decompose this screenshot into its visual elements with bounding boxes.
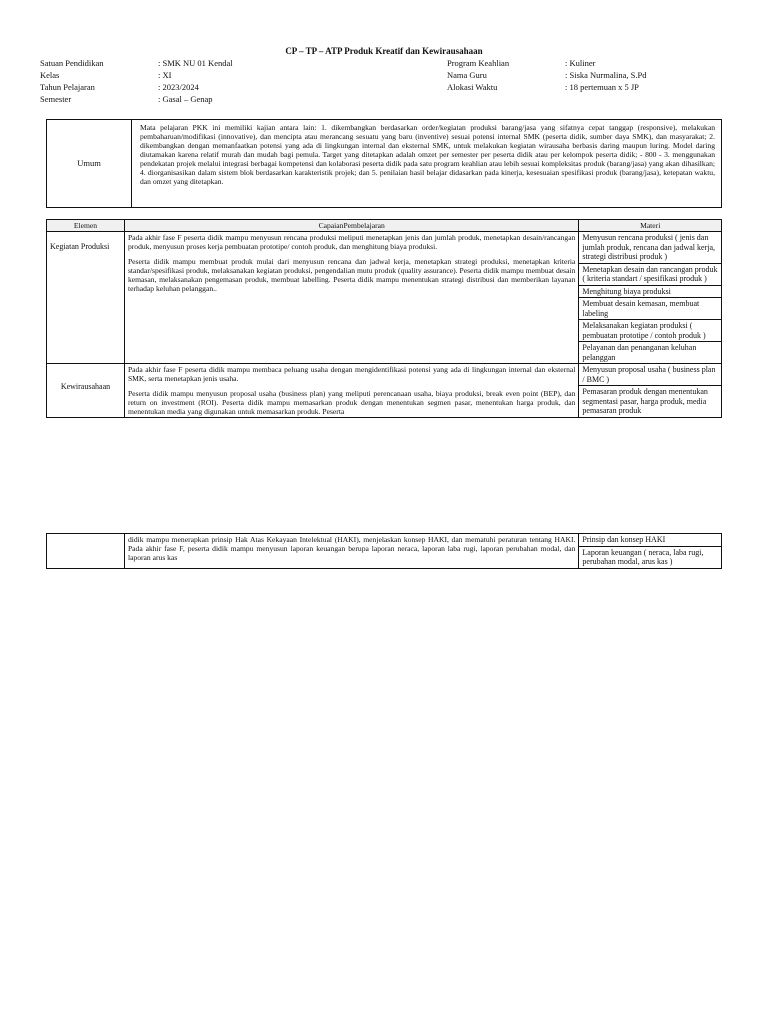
elemen-empty [47,534,125,569]
materi-item: Menetapkan desain dan rancangan produk ( kriteria standart / spesifikasi produk ) [579,263,722,285]
capaian-kegiatan-produksi [124,232,578,364]
materi-item: Laporan keuangan ( neraca, laba rugi, perubahan modal, arus kas ) [579,546,722,568]
umum-table [46,119,722,208]
info-label: Tahun Pelajaran [40,82,95,92]
document-title: CP – TP – ATP Produk Kreatif dan Kewirausahaan [285,46,483,56]
header-capaian: CapaianPembelajaran [124,220,578,232]
capaian-kewirausahaan [124,364,578,418]
materi-item: Menghitung biaya produksi [579,285,722,298]
info-row [447,69,725,81]
table-row [47,364,722,386]
table-row [47,232,722,264]
capaian-paragraph: Peserta didik mampu membuat produk mulai dari menyusun rencana dan jadwal kerja, menetapkan strategi produksi, menetapkan kriteria standar/spesifikasi produk, melaksanakan kegiatan produksi, pengendalian mutu produk (quality assurance). Peserta didik mampu membuat desain kemasan, melaksanakan pengemasan produk, membuat labelling. Peserta didik mampu menentukan strategi distribusi dan memberikan layanan terhadap keluhan pelanggan.. [127,257,576,293]
info-row [447,57,725,69]
materi-item: Menyusun rencana produksi ( jenis dan jumlah produk, rencana dan jadwal kerja, strategi distribusi produk ) [579,232,722,264]
info-row [40,57,318,69]
elemen-kewirausahaan: Kewirausahaan [47,364,125,418]
capaian-paragraph: didik mampu menerapkan prinsip Hak Atas Kekayaan Intelektual (HAKI), menjelaskan konsep HAKI, dan mematuhi peraturan tentang HAKI. Pada akhir fase F, peserta didik mampu menyusun laporan keuangan berupa laporan neraca, laporan laba rugi, laporan perubahan modal, dan laporan arus kas [127,535,576,562]
table-row [47,120,722,208]
capaian-paragraph: Pada akhir fase F peserta didik mampu menyusun rencana produksi meliputi menetapkan jenis dan jumlah produk, menetapkan desain/rancangan produk, menyusun proses kerja pembuatan prototipe/ contoh produk, dan menghitung biaya produksi. [127,233,576,251]
elemen-kegiatan-produksi: Kegiatan Produksi [47,232,125,364]
info-label: Nama Guru [447,70,487,80]
materi-item: Membuat desain kemasan, membuat labeling [579,298,722,320]
info-label: Alokasi Waktu [447,82,498,92]
info-value: : Siska Nurmalina, S.Pd [565,70,647,80]
header-elemen: Elemen [47,220,125,232]
info-label: Program Keahlian [447,58,510,68]
info-value: : Gasal – Genap [158,94,213,104]
info-label: Semester [40,94,72,104]
info-row [40,93,318,105]
continuation-table [46,533,722,569]
info-row [40,81,318,93]
info-row [40,69,318,81]
table-header-row [47,220,722,232]
info-row [447,81,725,93]
info-label: Satuan Pendidikan [40,58,104,68]
umum-description: Mata pelajaran PKK ini memiliki kajian antara lain: 1. dikembangkan berdasarkan order/kegiatan produksi barang/jasa yang sifatnya cepat tanggap (responsive), melakukan pembaharuan/modifikasi (innovative), dan mencipta atau merancang sesuatu yang baru (inventive) sesuai potensi internal SMK (peserta didik, sumber daya SMK), dan masyarakat; 2. dikembangkan dengan memanfaatkan potensi yang ada di lingkungan internal dan eksternal SMK, untuk melakukan kegiatan wirausaha berbasis daring maupun luring. Model daring diutamakan karena relatif murah dan mudah bagi pemula. Target yang ditetapkan adalah omzet per semester per peserta didik atau per kelompok peserta didik; - 800 - 3. menggunakan pendekatan projek melalui integrasi berbagai kompetensi dan kolaborasi peserta didik pada satu program keahlian atau lebih sesuai kompleksitas produk (barang/jasa) yang akan dihasilkan; 4. diorganisasikan dalam sistem blok berdasarkan karakteristik projek; dan 5. penilaian hasil belajar didasarkan pada kinerja, kesesuaian spesifikasi produk (barang/jasa), ketepatan waktu, dan omzet yang ditetapkan. [132,120,722,208]
table-row [47,534,722,547]
materi-item: Pelayanan dan penanganan keluhan pelanggan [579,342,722,364]
capaian-continuation [124,534,578,569]
header-materi: Materi [579,220,722,232]
capaian-paragraph: Peserta didik mampu menyusun proposal usaha (business plan) yang meliputi perencanaan usaha, biaya produksi, break even point (BEP), dan return on investment (ROI). Peserta didik mampu memasarkan produk dengan menentukan segmen pasar, menentukan harga produk, dan menentukan media yang digunakan untuk memasarkan produk. Peserta [127,389,576,416]
info-value: : XI [158,70,172,80]
info-value: : Kuliner [565,58,596,68]
header-info-left [40,57,318,105]
info-label: Kelas [40,70,60,80]
materi-item: Pemasaran produk dengan menentukan segmentasi pasar, harga produk, media pemasaran produk [579,386,722,418]
info-value: : SMK NU 01 Kendal [158,58,233,68]
capaian-paragraph: Pada akhir fase F peserta didik mampu membaca peluang usaha dengan mengidentifikasi potensi yang ada di lingkungan internal dan eksternal SMK, serta menetapkan jenis usaha. [127,365,576,383]
materi-item: Melaksanakan kegiatan produksi ( pembuatan prototipe / contoh produk ) [579,320,722,342]
header-info-right [447,57,725,93]
info-value: : 2023/2024 [158,82,199,92]
capaian-table [46,219,722,418]
materi-item: Prinsip dan konsep HAKI [579,534,722,547]
materi-item: Menyusun proposal usaha ( business plan / BMC ) [579,364,722,386]
umum-label: Umum [47,120,132,208]
info-value: : 18 pertemuan x 5 JP [565,82,639,92]
